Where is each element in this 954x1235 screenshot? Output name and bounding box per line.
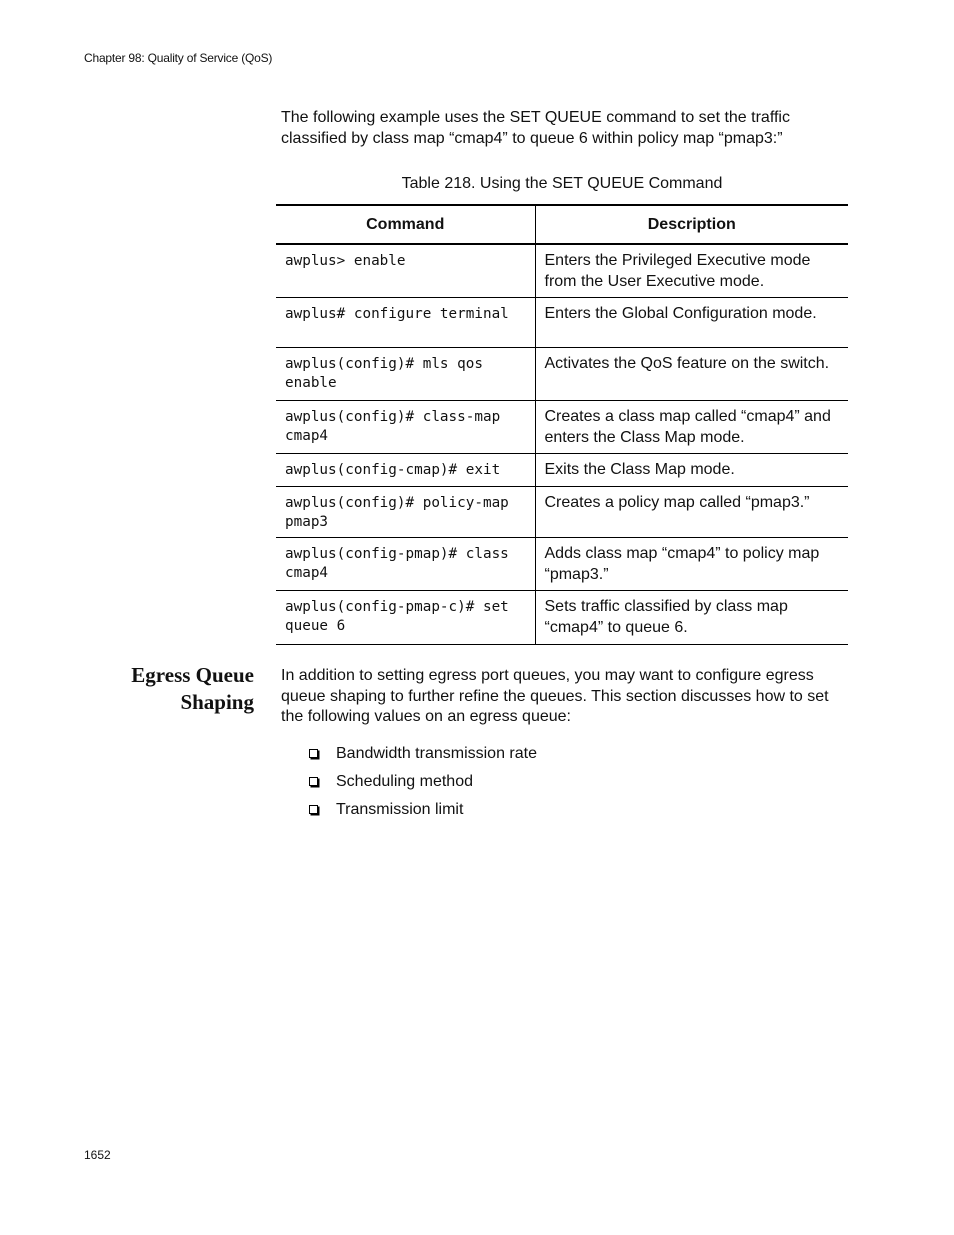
description-cell: Enters the Privileged Executive mode from the User Executive mode. <box>535 244 848 298</box>
checkbox-bullet-icon <box>309 749 318 758</box>
list-item <box>309 743 537 771</box>
section-paragraph: In addition to setting egress port queues, you may want to configure egress queue shaping to further refine the queues. This section discusses how to set the following values on an egress queue: <box>281 667 829 725</box>
description-cell: Creates a policy map called “pmap3.” <box>535 487 848 538</box>
page-number: 1652 <box>84 1148 111 1162</box>
description-cell: Sets traffic classified by class map “cmap4” to queue 6. <box>535 591 848 645</box>
command-cell: awplus(config)# class-map cmap4 <box>276 401 535 454</box>
description-cell: Activates the QoS feature on the switch. <box>535 348 848 401</box>
command-cell: awplus# configure terminal <box>276 298 535 348</box>
bullet-list <box>309 743 537 827</box>
command-cell: awplus> enable <box>276 244 535 298</box>
command-cell: awplus(config-cmap)# exit <box>276 454 535 487</box>
column-header-command: Command <box>276 205 535 244</box>
checkbox-bullet-icon <box>309 777 318 786</box>
command-cell: awplus(config-pmap)# class cmap4 <box>276 538 535 591</box>
table-row <box>276 454 848 487</box>
section-heading <box>100 662 254 716</box>
section-heading-line: Egress Queue <box>131 663 254 687</box>
description-cell: Adds class map “cmap4” to policy map “pmap3.” <box>535 538 848 591</box>
running-head: Chapter 98: Quality of Service (QoS) <box>84 51 273 65</box>
list-item-label: Scheduling method <box>336 773 473 790</box>
list-item <box>309 771 537 799</box>
section-heading-line: Shaping <box>180 690 254 714</box>
table-row <box>276 298 848 348</box>
table-header-row <box>276 205 848 244</box>
list-item-label: Bandwidth transmission rate <box>336 745 537 762</box>
list-item <box>309 799 537 827</box>
table-row <box>276 244 848 298</box>
table-row <box>276 538 848 591</box>
table-row <box>276 348 848 401</box>
column-header-description: Description <box>535 205 848 244</box>
command-cell: awplus(config)# mls qos enable <box>276 348 535 401</box>
checkbox-bullet-icon <box>309 805 318 814</box>
description-cell: Exits the Class Map mode. <box>535 454 848 487</box>
command-cell: awplus(config)# policy-map pmap3 <box>276 487 535 538</box>
intro-paragraph: The following example uses the SET QUEUE command to set the traffic classified by class map “cmap4” to queue 6 within policy map “pmap3:” <box>281 109 790 147</box>
table-caption: Table 218. Using the SET QUEUE Command <box>401 175 723 192</box>
command-cell: awplus(config-pmap-c)# set queue 6 <box>276 591 535 645</box>
description-cell: Enters the Global Configuration mode. <box>535 298 848 348</box>
description-cell: Creates a class map called “cmap4” and enters the Class Map mode. <box>535 401 848 454</box>
table-row <box>276 401 848 454</box>
table-row <box>276 487 848 538</box>
command-table <box>276 204 848 645</box>
table-row <box>276 591 848 645</box>
list-item-label: Transmission limit <box>336 801 464 818</box>
